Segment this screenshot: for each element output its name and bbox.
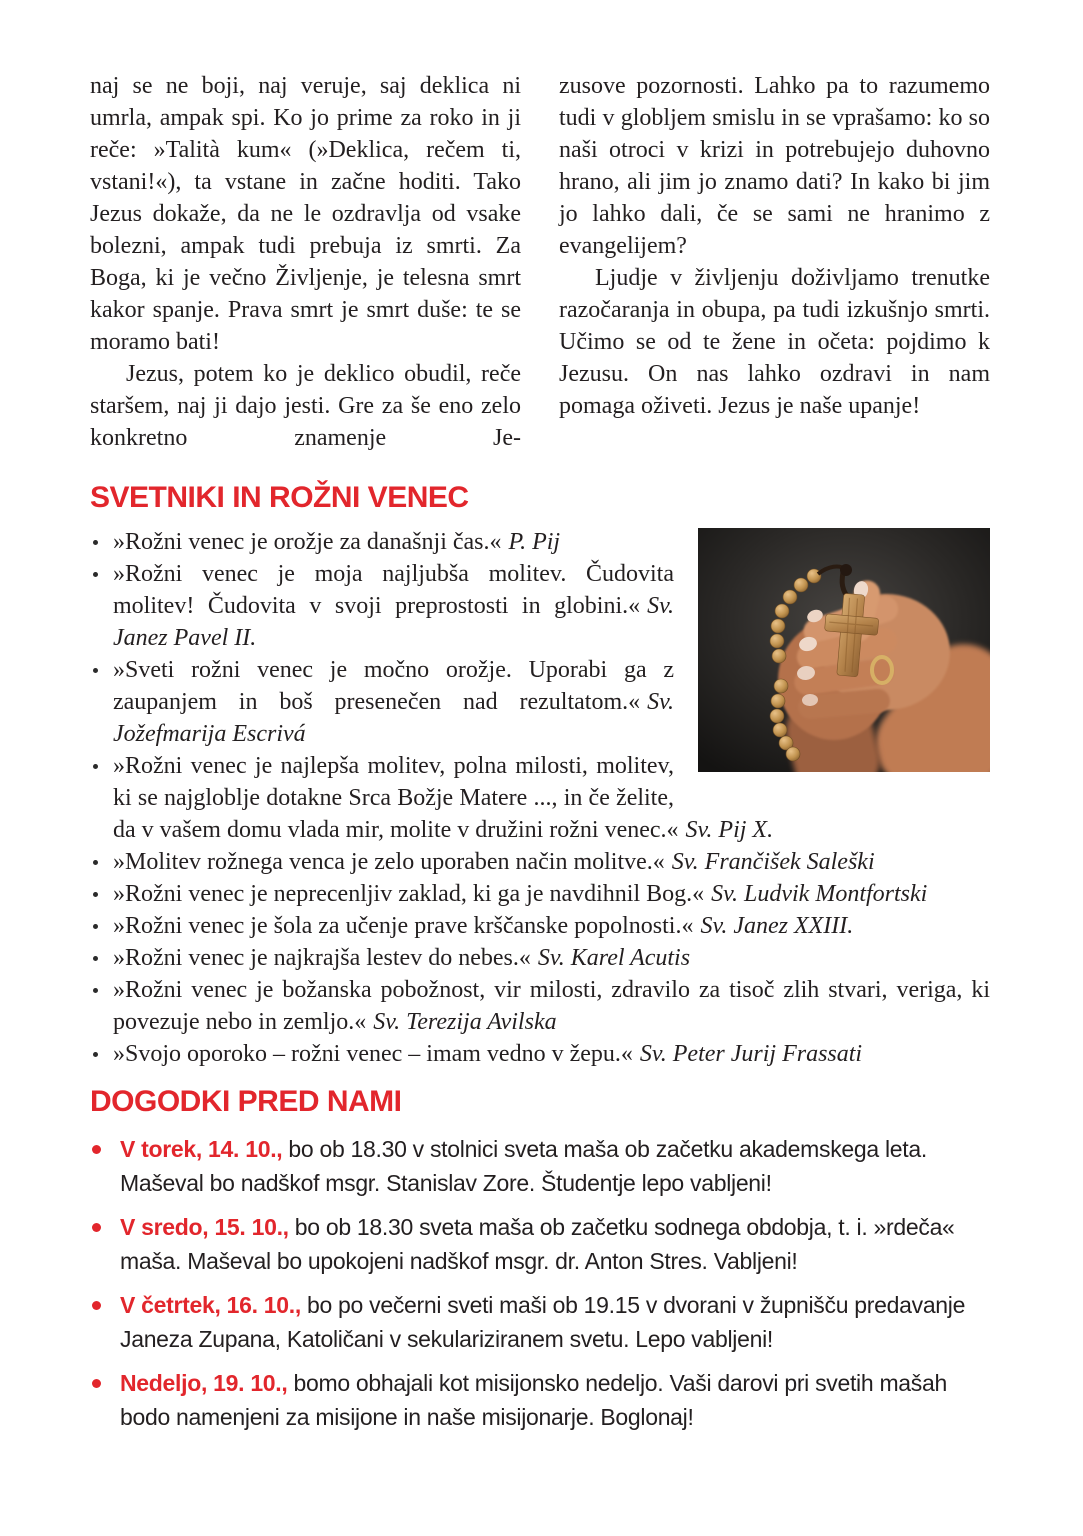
event-item xyxy=(90,1132,990,1200)
saint-quote-item xyxy=(90,910,990,942)
quote-text: »Sveti rožni venec je močno orožje. Uporabi ga z zaupanjem in boš presenečen nad rezultatom.« xyxy=(113,657,674,715)
article-paragraph: zusove pozornosti. Lahko pa to razumemo tudi v globljem smislu in se vprašamo: ko so naši otroci v krizi in potrebujejo duhovno hrano, ali jim jo znamo dati? In kako bi jim jo lahko dali, če se sami ne hranimo z evangelijem? xyxy=(559,73,990,259)
event-date: V četrtek, 16. 10., xyxy=(120,1292,301,1318)
event-description: bo po večerni sveti maši ob 19.15 v dvorani v župnišču predavanje Janeza Zupana, Katoličani v sekulariziranem svetu. Lepo vabljeni! xyxy=(120,1292,966,1352)
event-date: V torek, 14. 10., xyxy=(120,1136,283,1162)
saint-quote-item xyxy=(90,558,990,654)
quote-author: Sv. Jožefmarija Escrivá xyxy=(113,689,674,747)
event-date: Nedeljo, 19. 10., xyxy=(120,1370,288,1396)
quote-text: »Molitev rožnega venca je zelo uporaben način molitve.« xyxy=(113,849,665,875)
event-description: bomo obhajali kot misijonsko nedeljo. Vaši darovi pri svetih mašah bodo namenjeni za misijone in naše misijonarje. Boglonaj! xyxy=(120,1370,947,1430)
quote-author: Sv. Janez XXIII. xyxy=(700,913,854,939)
saint-quote-item xyxy=(90,526,990,558)
article-columns xyxy=(90,70,990,454)
saint-quote-item xyxy=(90,878,990,910)
quote-author: Sv. Frančišek Saleški xyxy=(671,849,875,875)
events-heading: DOGODKI PRED NAMI xyxy=(90,1085,402,1118)
article-paragraph: Ljudje v življenju doživljamo trenutke razočaranja in obupa, pa tudi izkušnjo smrti. Učimo se od te žene in očeta: pojdimo k Jezusu. On nas lahko ozdravi in nam pomaga oživeti. Jezus je naše upanje! xyxy=(559,265,990,419)
saint-quote-item xyxy=(90,1038,990,1070)
event-description: bo ob 18.30 sveta maša ob začetku sodnega obdobja, t. i. »rdeča« maša. Maševal bo upokojeni nadškof msgr. dr. Anton Stres. Vabljeni! xyxy=(120,1214,955,1274)
quote-author: P. Pij xyxy=(508,529,561,555)
quote-text: »Rožni venec je moja najljubša molitev. Čudovita molitev! Čudovita v svoji preprostosti in globini.« xyxy=(113,561,674,619)
saints-body xyxy=(90,526,990,1070)
quote-text: »Rožni venec je neprecenljiv zaklad, ki ga je navdihnil Bog.« xyxy=(113,881,705,907)
saints-quote-list xyxy=(90,526,990,1070)
quote-author: Sv. Ludvik Montfortski xyxy=(711,881,928,907)
event-item xyxy=(90,1366,990,1434)
article-paragraph: naj se ne boji, naj veruje, saj deklica ni umrla, ampak spi. Ko jo prime za roko in ji reče: »Talità kum« (»Deklica, rečem ti, vstani!«), ta vstane in začne hoditi. Tako Jezus dokaže, da ne le ozdravlja od vsake bolezni, ampak tudi prebuja iz smrti. Za Boga, ki je večno Življenje, je telesna smrt kakor spanje. Prava smrt je smrt duše: te se moramo bati! xyxy=(90,73,521,355)
saints-heading: SVETNIKI IN ROŽNI VENEC xyxy=(90,481,469,514)
article-paragraph: Jezus, potem ko je deklico obudil, reče staršem, naj ji dajo jesti. Gre za še eno zelo konkretno znamenje Je- xyxy=(90,361,521,451)
events-list xyxy=(90,1132,990,1434)
quote-author: Sv. Karel Acutis xyxy=(537,945,691,971)
quote-author: Sv. Terezija Avilska xyxy=(373,1009,557,1035)
saint-quote-item xyxy=(90,942,990,974)
saints-section xyxy=(90,482,990,1070)
quote-text: »Rožni venec je najkrajša lestev do nebes.« xyxy=(113,945,531,971)
article-column-left xyxy=(90,70,521,454)
event-item xyxy=(90,1288,990,1356)
event-item xyxy=(90,1210,990,1278)
quote-author: Sv. Janez Pavel II. xyxy=(113,593,674,651)
saint-quote-item xyxy=(90,750,990,846)
quote-text: »Rožni venec je božanska pobožnost, vir milosti, zdravilo za tisoč zlih stvari, veriga, ki povezuje nebo in zemljo.« xyxy=(113,977,990,1035)
saint-quote-item xyxy=(90,654,990,750)
quote-author: Sv. Peter Jurij Frassati xyxy=(639,1041,863,1067)
events-section xyxy=(90,1086,990,1434)
event-date: V sredo, 15. 10., xyxy=(120,1214,289,1240)
quote-text: »Rožni venec je orožje za današnji čas.« xyxy=(113,529,502,555)
event-description: bo ob 18.30 v stolnici sveta maša ob začetku akademskega leta. Maševal bo nadškof msgr. Stanislav Zore. Študentje lepo vabljeni! xyxy=(120,1136,927,1196)
article-column-right xyxy=(559,70,990,454)
quote-text: »Svojo oporoko – rožni venec – imam vedno v žepu.« xyxy=(113,1041,633,1067)
saint-quote-item xyxy=(90,974,990,1038)
quote-text: »Rožni venec je najlepša molitev, polna milosti, molitev, ki se najgloblje dotakne Srca Božje Matere ..., in če želite, da v vašem domu vlada mir, molite v družini rožni venec.« xyxy=(113,753,679,843)
saint-quote-item xyxy=(90,846,990,878)
quote-text: »Rožni venec je šola za učenje prave krščanske popolnosti.« xyxy=(113,913,694,939)
quote-author: Sv. Pij X. xyxy=(685,817,774,843)
